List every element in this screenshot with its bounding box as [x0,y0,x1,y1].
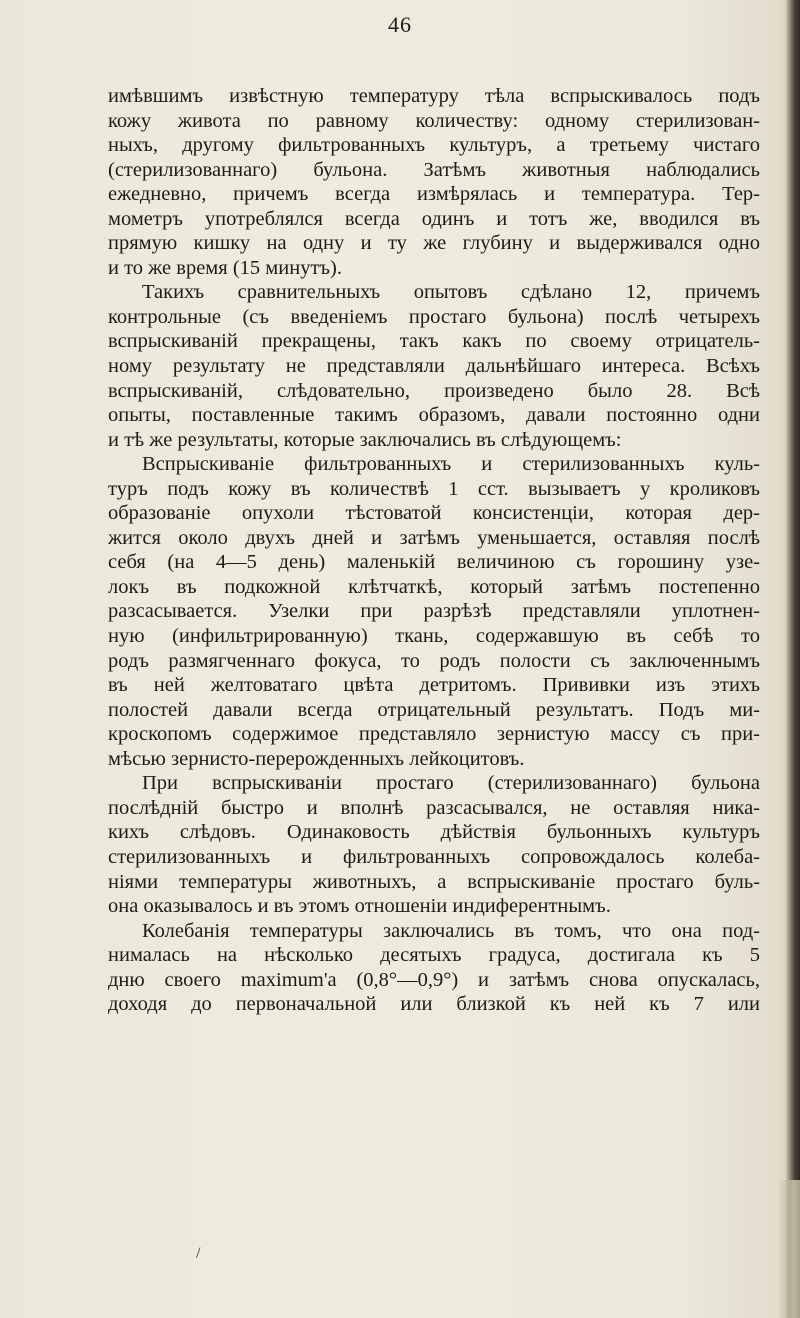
text-line: туръ подъ кожу въ количествѣ 1 сст. вызываетъ у кроликовъ [108,477,760,500]
stray-mark: / [196,1245,201,1262]
text-line: вспрыскиваній, слѣдовательно, произведено было 28. Всѣ [108,379,760,402]
text-line: кроскопомъ содержимое представляло зернистую массу съ при- [108,723,760,746]
text-line: ніями температуры животныхъ, а вспрыскиваніе простаго буль- [108,870,760,893]
text-line: контрольные (съ введеніемъ простаго бульона) послѣ четырехъ [108,305,760,328]
text-line: въ ней желтоватаго цвѣта детритомъ. Прививки изъ этихъ [108,674,760,697]
text-line: и тѣ же результаты, которые заключались въ слѣдующемъ: [108,428,622,451]
text-line: прямую кишку на одну и ту же глубину и выдерживался одно [108,232,760,255]
text-line: Вспрыскиваніе фильтрованныхъ и стерилизованныхъ куль- [142,453,760,476]
text-line: полостей давали всегда отрицательный результатъ. Подъ ми- [108,698,760,721]
text-line: кожу живота по равному количеству: одному стерилизован- [108,109,760,132]
text-line: мѣсью зернисто-перерожденныхъ лейкоцитовъ. [108,747,525,770]
text-line: ному результату не представляли дальнѣйшаго интереса. Всѣхъ [108,355,760,378]
text-line: (стерилизованнаго) бульона. Затѣмъ животныя наблюдались [108,158,760,181]
page-binding-edge [786,0,800,1318]
text-line: жится около двухъ дней и затѣмъ уменьшается, оставляя послѣ [108,526,760,549]
text-line: ную (инфильтрированную) ткань, содержавшую въ себѣ то [108,625,760,648]
page-number: 46 [388,12,412,37]
text-line: При вспрыскиваніи простаго (стерилизованнаго) бульона [142,772,760,795]
page-edge-shadow [778,1180,800,1318]
text-line: дню своего maximum'a (0,8°—0,9°) и затѣмъ снова опускалась, [108,968,760,991]
text-line: вспрыскиваній прекращены, такъ какъ по своему отрицатель- [108,330,760,353]
text-line: Такихъ сравнительныхъ опытовъ сдѣлано 12, причемъ [142,281,760,304]
body-text [108,84,760,1017]
text-line: послѣдній быстро и вполнѣ разсасывался, не оставляя ника- [108,796,760,819]
text-line: кихъ слѣдовъ. Одинаковость дѣйствія бульонныхъ культуръ [108,821,760,844]
text-line: стерилизованныхъ и фильтрованныхъ сопровождалось колеба- [108,845,760,868]
text-line: себя (на 4—5 день) маленькій величиною съ горошину узе- [108,551,760,574]
text-line: образованіе опухоли тѣстоватой консистенціи, которая дер- [108,502,760,525]
text-line: нималась на нѣсколько десятыхъ градуса, достигала къ 5 [108,944,760,967]
text-line: локъ въ подкожной клѣтчаткѣ, который затѣмъ постепенно [108,575,760,598]
text-line: родъ размягченнаго фокуса, то родъ полости съ заключеннымъ [108,649,760,672]
text-line: мометръ употреблялся всегда одинъ и тотъ же, вводился въ [108,207,760,230]
text-line: разсасывается. Узелки при разрѣзѣ представляли уплотнен- [108,600,760,623]
text-line: ныхъ, другому фильтрованныхъ культуръ, а третьему чистаго [108,134,760,157]
text-line: имѣвшимъ извѣстную температуру тѣла вспрыскивалось подъ [108,85,760,107]
text-line: Колебанія температуры заключались въ томъ, что она под- [142,919,760,942]
text-line: она оказывалось и въ этомъ отношеніи индиферентнымъ. [108,895,611,918]
text-line: доходя до первоначальной или близкой къ ней къ 7 или [108,993,760,1016]
text-line: ежедневно, причемъ всегда измѣрялась и температура. Тер- [108,183,760,206]
text-line: и то же время (15 минутъ). [108,256,342,279]
text-line: опыты, поставленные такимъ образомъ, давали постоянно одни [108,404,760,427]
